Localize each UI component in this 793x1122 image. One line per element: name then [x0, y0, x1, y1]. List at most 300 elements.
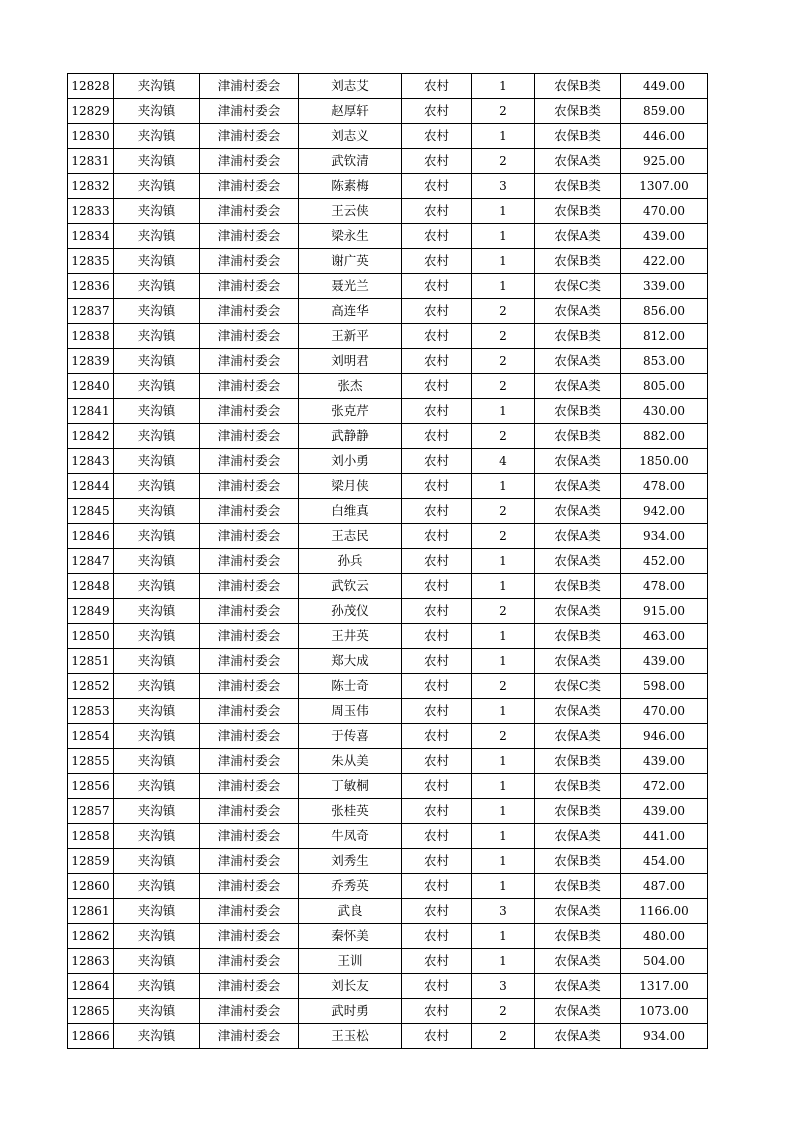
record-id-cell: 12845	[68, 499, 114, 524]
insurance-category-cell: 农保B类	[535, 99, 621, 124]
table-row	[68, 624, 708, 649]
household-count-cell: 1	[472, 749, 535, 774]
table-row	[68, 999, 708, 1024]
table-row	[68, 149, 708, 174]
area-type-cell: 农村	[402, 274, 472, 299]
town-cell: 夹沟镇	[114, 674, 200, 699]
village-committee-cell: 津浦村委会	[200, 349, 299, 374]
town-cell: 夹沟镇	[114, 424, 200, 449]
record-id-cell: 12835	[68, 249, 114, 274]
insurance-category-cell: 农保C类	[535, 274, 621, 299]
amount-cell: 441.00	[621, 824, 708, 849]
town-cell: 夹沟镇	[114, 899, 200, 924]
name-cell: 梁月侠	[299, 474, 402, 499]
name-cell: 王志民	[299, 524, 402, 549]
town-cell: 夹沟镇	[114, 249, 200, 274]
record-id-cell: 12842	[68, 424, 114, 449]
table-row	[68, 899, 708, 924]
amount-cell: 478.00	[621, 474, 708, 499]
household-count-cell: 2	[472, 499, 535, 524]
town-cell: 夹沟镇	[114, 399, 200, 424]
record-id-cell: 12866	[68, 1024, 114, 1049]
town-cell: 夹沟镇	[114, 824, 200, 849]
table-row	[68, 799, 708, 824]
name-cell: 武时勇	[299, 999, 402, 1024]
village-committee-cell: 津浦村委会	[200, 799, 299, 824]
record-id-cell: 12854	[68, 724, 114, 749]
village-committee-cell: 津浦村委会	[200, 99, 299, 124]
area-type-cell: 农村	[402, 499, 472, 524]
record-id-cell: 12830	[68, 124, 114, 149]
record-id-cell: 12861	[68, 899, 114, 924]
town-cell: 夹沟镇	[114, 174, 200, 199]
record-id-cell: 12831	[68, 149, 114, 174]
name-cell: 陈素梅	[299, 174, 402, 199]
name-cell: 孙茂仪	[299, 599, 402, 624]
insurance-category-cell: 农保B类	[535, 124, 621, 149]
insurance-category-cell: 农保B类	[535, 249, 621, 274]
area-type-cell: 农村	[402, 99, 472, 124]
name-cell: 刘志义	[299, 124, 402, 149]
insurance-category-cell: 农保A类	[535, 524, 621, 549]
amount-cell: 1317.00	[621, 974, 708, 999]
village-committee-cell: 津浦村委会	[200, 574, 299, 599]
table-row	[68, 74, 708, 99]
record-id-cell: 12863	[68, 949, 114, 974]
amount-cell: 934.00	[621, 1024, 708, 1049]
town-cell: 夹沟镇	[114, 999, 200, 1024]
area-type-cell: 农村	[402, 674, 472, 699]
village-committee-cell: 津浦村委会	[200, 74, 299, 99]
record-id-cell: 12837	[68, 299, 114, 324]
village-committee-cell: 津浦村委会	[200, 849, 299, 874]
name-cell: 郑大成	[299, 649, 402, 674]
household-count-cell: 3	[472, 899, 535, 924]
area-type-cell: 农村	[402, 124, 472, 149]
amount-cell: 805.00	[621, 374, 708, 399]
amount-cell: 882.00	[621, 424, 708, 449]
insurance-category-cell: 农保B类	[535, 424, 621, 449]
village-committee-cell: 津浦村委会	[200, 149, 299, 174]
household-count-cell: 1	[472, 199, 535, 224]
name-cell: 王新平	[299, 324, 402, 349]
table-row	[68, 874, 708, 899]
name-cell: 王井英	[299, 624, 402, 649]
amount-cell: 812.00	[621, 324, 708, 349]
village-committee-cell: 津浦村委会	[200, 499, 299, 524]
table-row	[68, 224, 708, 249]
name-cell: 刘明君	[299, 349, 402, 374]
village-committee-cell: 津浦村委会	[200, 474, 299, 499]
insurance-category-cell: 农保A类	[535, 1024, 621, 1049]
village-committee-cell: 津浦村委会	[200, 749, 299, 774]
area-type-cell: 农村	[402, 399, 472, 424]
area-type-cell: 农村	[402, 724, 472, 749]
table-row	[68, 949, 708, 974]
area-type-cell: 农村	[402, 849, 472, 874]
amount-cell: 915.00	[621, 599, 708, 624]
area-type-cell: 农村	[402, 1024, 472, 1049]
household-count-cell: 1	[472, 549, 535, 574]
amount-cell: 439.00	[621, 224, 708, 249]
record-id-cell: 12838	[68, 324, 114, 349]
record-id-cell: 12864	[68, 974, 114, 999]
table-row	[68, 549, 708, 574]
village-committee-cell: 津浦村委会	[200, 124, 299, 149]
table-row	[68, 824, 708, 849]
record-id-cell: 12833	[68, 199, 114, 224]
area-type-cell: 农村	[402, 324, 472, 349]
amount-cell: 934.00	[621, 524, 708, 549]
area-type-cell: 农村	[402, 174, 472, 199]
town-cell: 夹沟镇	[114, 849, 200, 874]
village-committee-cell: 津浦村委会	[200, 399, 299, 424]
record-id-cell: 12829	[68, 99, 114, 124]
table-row	[68, 974, 708, 999]
insurance-category-cell: 农保B类	[535, 749, 621, 774]
amount-cell: 339.00	[621, 274, 708, 299]
village-committee-cell: 津浦村委会	[200, 899, 299, 924]
town-cell: 夹沟镇	[114, 99, 200, 124]
table-row	[68, 174, 708, 199]
household-count-cell: 2	[472, 149, 535, 174]
village-committee-cell: 津浦村委会	[200, 699, 299, 724]
insurance-category-cell: 农保B类	[535, 399, 621, 424]
record-id-cell: 12850	[68, 624, 114, 649]
area-type-cell: 农村	[402, 624, 472, 649]
village-committee-cell: 津浦村委会	[200, 374, 299, 399]
insurance-category-cell: 农保A类	[535, 949, 621, 974]
village-committee-cell: 津浦村委会	[200, 649, 299, 674]
village-committee-cell: 津浦村委会	[200, 449, 299, 474]
village-committee-cell: 津浦村委会	[200, 599, 299, 624]
area-type-cell: 农村	[402, 774, 472, 799]
record-id-cell: 12856	[68, 774, 114, 799]
insurance-category-cell: 农保B类	[535, 174, 621, 199]
area-type-cell: 农村	[402, 924, 472, 949]
record-id-cell: 12839	[68, 349, 114, 374]
name-cell: 武静静	[299, 424, 402, 449]
household-count-cell: 1	[472, 274, 535, 299]
record-id-cell: 12857	[68, 799, 114, 824]
village-committee-cell: 津浦村委会	[200, 999, 299, 1024]
table-row	[68, 299, 708, 324]
amount-cell: 446.00	[621, 124, 708, 149]
area-type-cell: 农村	[402, 649, 472, 674]
household-count-cell: 1	[472, 774, 535, 799]
area-type-cell: 农村	[402, 149, 472, 174]
area-type-cell: 农村	[402, 199, 472, 224]
amount-cell: 856.00	[621, 299, 708, 324]
village-committee-cell: 津浦村委会	[200, 974, 299, 999]
table-row	[68, 349, 708, 374]
name-cell: 张克芹	[299, 399, 402, 424]
insurance-category-cell: 农保B类	[535, 74, 621, 99]
name-cell: 聂光兰	[299, 274, 402, 299]
household-count-cell: 2	[472, 424, 535, 449]
amount-cell: 472.00	[621, 774, 708, 799]
name-cell: 刘长友	[299, 974, 402, 999]
village-committee-cell: 津浦村委会	[200, 949, 299, 974]
area-type-cell: 农村	[402, 224, 472, 249]
amount-cell: 1166.00	[621, 899, 708, 924]
table-row	[68, 99, 708, 124]
table-row	[68, 199, 708, 224]
table-row	[68, 449, 708, 474]
name-cell: 秦怀美	[299, 924, 402, 949]
relief-roster-table	[67, 73, 708, 1049]
village-committee-cell: 津浦村委会	[200, 299, 299, 324]
town-cell: 夹沟镇	[114, 1024, 200, 1049]
insurance-category-cell: 农保B类	[535, 624, 621, 649]
record-id-cell: 12828	[68, 74, 114, 99]
village-committee-cell: 津浦村委会	[200, 624, 299, 649]
area-type-cell: 农村	[402, 549, 472, 574]
name-cell: 王云侠	[299, 199, 402, 224]
household-count-cell: 1	[472, 574, 535, 599]
household-count-cell: 1	[472, 799, 535, 824]
amount-cell: 487.00	[621, 874, 708, 899]
village-committee-cell: 津浦村委会	[200, 324, 299, 349]
table-row	[68, 249, 708, 274]
insurance-category-cell: 农保B类	[535, 799, 621, 824]
area-type-cell: 农村	[402, 349, 472, 374]
household-count-cell: 2	[472, 599, 535, 624]
table-row	[68, 724, 708, 749]
insurance-category-cell: 农保B类	[535, 774, 621, 799]
table-row	[68, 124, 708, 149]
name-cell: 武良	[299, 899, 402, 924]
amount-cell: 859.00	[621, 99, 708, 124]
household-count-cell: 1	[472, 474, 535, 499]
household-count-cell: 1	[472, 699, 535, 724]
table-row	[68, 474, 708, 499]
insurance-category-cell: 农保B类	[535, 199, 621, 224]
insurance-category-cell: 农保A类	[535, 474, 621, 499]
town-cell: 夹沟镇	[114, 474, 200, 499]
amount-cell: 478.00	[621, 574, 708, 599]
name-cell: 张桂英	[299, 799, 402, 824]
record-id-cell: 12860	[68, 874, 114, 899]
record-id-cell: 12852	[68, 674, 114, 699]
table-row	[68, 574, 708, 599]
amount-cell: 598.00	[621, 674, 708, 699]
village-committee-cell: 津浦村委会	[200, 224, 299, 249]
name-cell: 孙兵	[299, 549, 402, 574]
record-id-cell: 12832	[68, 174, 114, 199]
name-cell: 牛凤奇	[299, 824, 402, 849]
table-row	[68, 674, 708, 699]
area-type-cell: 农村	[402, 749, 472, 774]
amount-cell: 853.00	[621, 349, 708, 374]
name-cell: 张杰	[299, 374, 402, 399]
household-count-cell: 2	[472, 524, 535, 549]
name-cell: 刘秀生	[299, 849, 402, 874]
town-cell: 夹沟镇	[114, 799, 200, 824]
name-cell: 丁敏桐	[299, 774, 402, 799]
record-id-cell: 12843	[68, 449, 114, 474]
insurance-category-cell: 农保A类	[535, 999, 621, 1024]
town-cell: 夹沟镇	[114, 699, 200, 724]
town-cell: 夹沟镇	[114, 649, 200, 674]
area-type-cell: 农村	[402, 699, 472, 724]
village-committee-cell: 津浦村委会	[200, 674, 299, 699]
table-row	[68, 524, 708, 549]
town-cell: 夹沟镇	[114, 599, 200, 624]
village-committee-cell: 津浦村委会	[200, 1024, 299, 1049]
insurance-category-cell: 农保A类	[535, 374, 621, 399]
amount-cell: 1307.00	[621, 174, 708, 199]
name-cell: 白维真	[299, 499, 402, 524]
village-committee-cell: 津浦村委会	[200, 199, 299, 224]
town-cell: 夹沟镇	[114, 74, 200, 99]
name-cell: 王训	[299, 949, 402, 974]
town-cell: 夹沟镇	[114, 624, 200, 649]
table-row	[68, 599, 708, 624]
household-count-cell: 2	[472, 674, 535, 699]
insurance-category-cell: 农保A类	[535, 549, 621, 574]
village-committee-cell: 津浦村委会	[200, 724, 299, 749]
town-cell: 夹沟镇	[114, 949, 200, 974]
insurance-category-cell: 农保C类	[535, 674, 621, 699]
town-cell: 夹沟镇	[114, 274, 200, 299]
area-type-cell: 农村	[402, 599, 472, 624]
area-type-cell: 农村	[402, 899, 472, 924]
village-committee-cell: 津浦村委会	[200, 524, 299, 549]
amount-cell: 1073.00	[621, 999, 708, 1024]
area-type-cell: 农村	[402, 374, 472, 399]
household-count-cell: 1	[472, 124, 535, 149]
insurance-category-cell: 农保A类	[535, 224, 621, 249]
household-count-cell: 2	[472, 374, 535, 399]
name-cell: 王玉松	[299, 1024, 402, 1049]
household-count-cell: 4	[472, 449, 535, 474]
area-type-cell: 农村	[402, 974, 472, 999]
amount-cell: 925.00	[621, 149, 708, 174]
amount-cell: 452.00	[621, 549, 708, 574]
household-count-cell: 1	[472, 649, 535, 674]
household-count-cell: 2	[472, 999, 535, 1024]
village-committee-cell: 津浦村委会	[200, 274, 299, 299]
table-row	[68, 1024, 708, 1049]
town-cell: 夹沟镇	[114, 974, 200, 999]
name-cell: 梁永生	[299, 224, 402, 249]
record-id-cell: 12846	[68, 524, 114, 549]
area-type-cell: 农村	[402, 449, 472, 474]
record-id-cell: 12841	[68, 399, 114, 424]
village-committee-cell: 津浦村委会	[200, 774, 299, 799]
amount-cell: 439.00	[621, 649, 708, 674]
insurance-category-cell: 农保A类	[535, 724, 621, 749]
household-count-cell: 1	[472, 824, 535, 849]
amount-cell: 439.00	[621, 799, 708, 824]
table-row	[68, 499, 708, 524]
insurance-category-cell: 农保A类	[535, 649, 621, 674]
town-cell: 夹沟镇	[114, 449, 200, 474]
record-id-cell: 12847	[68, 549, 114, 574]
table-row	[68, 399, 708, 424]
town-cell: 夹沟镇	[114, 524, 200, 549]
area-type-cell: 农村	[402, 74, 472, 99]
household-count-cell: 2	[472, 299, 535, 324]
amount-cell: 430.00	[621, 399, 708, 424]
village-committee-cell: 津浦村委会	[200, 249, 299, 274]
amount-cell: 454.00	[621, 849, 708, 874]
town-cell: 夹沟镇	[114, 199, 200, 224]
name-cell: 朱从美	[299, 749, 402, 774]
village-committee-cell: 津浦村委会	[200, 874, 299, 899]
record-id-cell: 12851	[68, 649, 114, 674]
town-cell: 夹沟镇	[114, 874, 200, 899]
village-committee-cell: 津浦村委会	[200, 824, 299, 849]
town-cell: 夹沟镇	[114, 499, 200, 524]
household-count-cell: 2	[472, 1024, 535, 1049]
record-id-cell: 12858	[68, 824, 114, 849]
household-count-cell: 1	[472, 624, 535, 649]
town-cell: 夹沟镇	[114, 549, 200, 574]
record-id-cell: 12849	[68, 599, 114, 624]
area-type-cell: 农村	[402, 424, 472, 449]
household-count-cell: 2	[472, 324, 535, 349]
village-committee-cell: 津浦村委会	[200, 549, 299, 574]
area-type-cell: 农村	[402, 299, 472, 324]
amount-cell: 504.00	[621, 949, 708, 974]
town-cell: 夹沟镇	[114, 324, 200, 349]
town-cell: 夹沟镇	[114, 374, 200, 399]
insurance-category-cell: 农保A类	[535, 599, 621, 624]
insurance-category-cell: 农保B类	[535, 849, 621, 874]
amount-cell: 480.00	[621, 924, 708, 949]
name-cell: 武钦云	[299, 574, 402, 599]
record-id-cell: 12834	[68, 224, 114, 249]
village-committee-cell: 津浦村委会	[200, 174, 299, 199]
insurance-category-cell: 农保B类	[535, 924, 621, 949]
household-count-cell: 2	[472, 349, 535, 374]
record-id-cell: 12865	[68, 999, 114, 1024]
town-cell: 夹沟镇	[114, 724, 200, 749]
insurance-category-cell: 农保A类	[535, 824, 621, 849]
insurance-category-cell: 农保A类	[535, 974, 621, 999]
household-count-cell: 1	[472, 849, 535, 874]
household-count-cell: 1	[472, 874, 535, 899]
insurance-category-cell: 农保A类	[535, 899, 621, 924]
household-count-cell: 3	[472, 174, 535, 199]
village-committee-cell: 津浦村委会	[200, 424, 299, 449]
amount-cell: 946.00	[621, 724, 708, 749]
insurance-category-cell: 农保B类	[535, 874, 621, 899]
amount-cell: 439.00	[621, 749, 708, 774]
table-row	[68, 374, 708, 399]
household-count-cell: 1	[472, 949, 535, 974]
household-count-cell: 1	[472, 249, 535, 274]
village-committee-cell: 津浦村委会	[200, 924, 299, 949]
name-cell: 陈士奇	[299, 674, 402, 699]
table-row	[68, 924, 708, 949]
record-id-cell: 12836	[68, 274, 114, 299]
name-cell: 乔秀英	[299, 874, 402, 899]
area-type-cell: 农村	[402, 824, 472, 849]
area-type-cell: 农村	[402, 524, 472, 549]
table-row	[68, 324, 708, 349]
roster-body	[68, 74, 708, 1049]
table-row	[68, 649, 708, 674]
insurance-category-cell: 农保B类	[535, 574, 621, 599]
insurance-category-cell: 农保B类	[535, 324, 621, 349]
area-type-cell: 农村	[402, 799, 472, 824]
household-count-cell: 1	[472, 924, 535, 949]
amount-cell: 463.00	[621, 624, 708, 649]
name-cell: 高连华	[299, 299, 402, 324]
